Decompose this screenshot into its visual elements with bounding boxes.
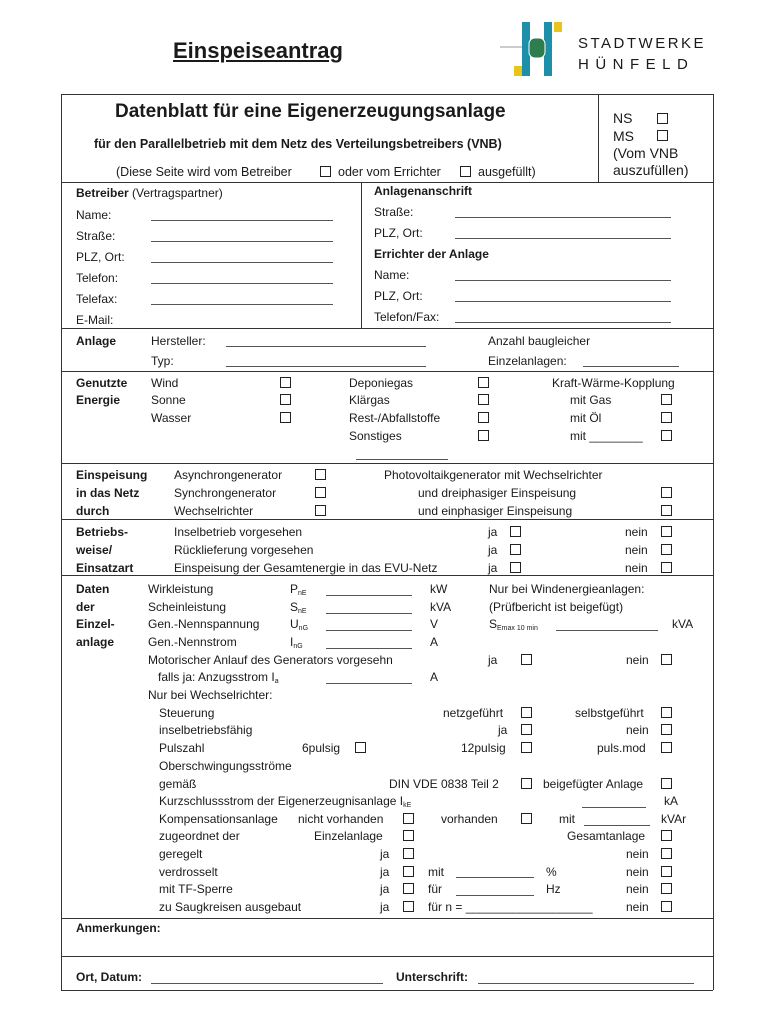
kwk-gas-label: mit Gas xyxy=(570,393,612,407)
tf-nein-label: nein xyxy=(626,882,649,896)
einzelanlagen-field[interactable] xyxy=(583,366,679,367)
ruecklieferung-ja-label: ja xyxy=(488,543,498,557)
sne-sub: nE xyxy=(298,608,307,615)
inselbetriebsfaehig-label: inselbetriebsfähig xyxy=(159,723,253,737)
6pulsig-label: 6pulsig xyxy=(302,741,341,755)
betreiber-city-label: PLZ, Ort: xyxy=(76,250,125,264)
kurzschluss-label xyxy=(159,794,411,809)
gesamtenergie-label: Einspeisung der Gesamtenergie in das EVU-Netz xyxy=(174,561,438,575)
betreiber-city-field[interactable] xyxy=(151,262,333,263)
errichter-name-field[interactable] xyxy=(455,280,671,281)
ung-symbol xyxy=(290,617,308,632)
sonstiges-checkbox[interactable] xyxy=(478,430,489,441)
betreiber-checkbox[interactable] xyxy=(320,166,331,177)
beigefuegt-label: beigefügter Anlage xyxy=(543,777,644,791)
din-checkbox[interactable] xyxy=(521,778,532,789)
frame-bottom xyxy=(61,990,713,991)
logo-text-2: HÜNFELD xyxy=(578,56,695,73)
ruecklieferung-label: Rücklieferung vorgesehen xyxy=(174,543,314,557)
vnb-note-2: auszufüllen) xyxy=(613,162,689,178)
einzelanlage-label: Einzelanlage xyxy=(314,829,383,843)
percent-unit: % xyxy=(546,865,557,879)
pv-label: Photovoltaikgenerator mit Wechselrichter xyxy=(384,468,603,482)
ort-datum-field[interactable] xyxy=(151,983,383,984)
nicht-vorhanden-checkbox[interactable] xyxy=(403,813,414,824)
pv-einphasig-label: und einphasiger Einspeisung xyxy=(418,504,573,518)
daten-label-3: Einzel- xyxy=(76,617,115,631)
logo-text-1: STADTWERKE xyxy=(578,35,707,52)
betreiber-phone-label: Telefon: xyxy=(76,271,119,285)
verdrosselt-ja-checkbox[interactable] xyxy=(403,866,414,877)
gesamtenergie-nein-label: nein xyxy=(625,561,648,575)
verdrosselt-mit-label: mit xyxy=(428,865,444,879)
klaergas-checkbox[interactable] xyxy=(478,394,489,405)
scheinleistung-field[interactable] xyxy=(326,613,412,614)
daten-label-1: Daten xyxy=(76,582,110,596)
company-logo xyxy=(500,20,572,78)
divider-1 xyxy=(61,182,713,183)
anzugsstrom-unit: A xyxy=(430,670,439,684)
insel-ja-checkbox[interactable] xyxy=(521,724,532,735)
kwk-oel-checkbox[interactable] xyxy=(661,412,672,423)
divider-ns xyxy=(598,94,599,182)
verdrosselt-nein-label: nein xyxy=(626,865,649,879)
betreiber-street-field[interactable] xyxy=(151,241,333,242)
a-unit: A xyxy=(430,635,439,649)
betriebsweise-label-1: Betriebs- xyxy=(76,525,129,539)
verdrosselt-label: verdrosselt xyxy=(159,865,218,879)
kurzschluss-sub: kE xyxy=(403,802,412,809)
betreiber-heading-note: (Vertragspartner) xyxy=(132,186,223,200)
einspeisung-label-2: in das Netz xyxy=(76,486,140,500)
einzelanlage-checkbox[interactable] xyxy=(403,830,414,841)
steuerung-label: Steuerung xyxy=(159,706,215,720)
kwk-label: Kraft-Wärme-Kopplung xyxy=(552,376,675,390)
semax-symbol xyxy=(489,617,538,632)
zugeordnet-label: zugeordnet der xyxy=(159,829,240,843)
wechselrichter-checkbox[interactable] xyxy=(315,505,326,516)
din-label: DIN VDE 0838 Teil 2 xyxy=(389,777,499,791)
anzugsstrom-label xyxy=(158,670,279,685)
motor-nein-checkbox[interactable] xyxy=(661,654,672,665)
12pulsig-checkbox[interactable] xyxy=(521,742,532,753)
betriebsweise-label-3: Einsatzart xyxy=(76,561,134,575)
netzgefuehrt-checkbox[interactable] xyxy=(521,707,532,718)
errichter-phone-label: Telefon/Fax: xyxy=(374,310,440,324)
inselbetrieb-ja-label: ja xyxy=(488,525,498,539)
ruecklieferung-nein-label: nein xyxy=(625,543,648,557)
semax-field[interactable] xyxy=(556,630,658,631)
sonstiges-label: Sonstiges xyxy=(349,429,402,443)
frame-right xyxy=(713,94,714,990)
ung-sub: nG xyxy=(298,625,309,632)
datasheet-subtitle: für den Parallelbetrieb mit dem Netz des Verteilungsbetreibers (VNB) xyxy=(94,137,502,151)
wasser-checkbox[interactable] xyxy=(280,412,291,423)
betriebsweise-label-2: weise/ xyxy=(76,543,113,557)
abfall-label: Rest-/Abfallstoffe xyxy=(349,411,441,425)
saug-ja-checkbox[interactable] xyxy=(403,901,414,912)
ruecklieferung-nein-checkbox[interactable] xyxy=(661,544,672,555)
gesamtanlage-label: Gesamtanlage xyxy=(567,829,646,843)
pulsmod-label: puls.mod xyxy=(597,741,646,755)
nicht-vorhanden-label: nicht vorhanden xyxy=(298,812,384,826)
unterschrift-field[interactable] xyxy=(478,983,694,984)
ort-datum-label: Ort, Datum: xyxy=(76,970,142,984)
nennspannung-field[interactable] xyxy=(326,630,412,631)
komp-mit-label: mit xyxy=(559,812,575,826)
pne-symbol xyxy=(290,582,307,597)
kwk-other-checkbox[interactable] xyxy=(661,430,672,441)
anlage-street-field[interactable] xyxy=(455,217,671,218)
divider-mid xyxy=(361,182,362,328)
ms-label: MS xyxy=(613,128,634,144)
errichter-phone-field[interactable] xyxy=(455,322,671,323)
ruecklieferung-ja-checkbox[interactable] xyxy=(510,544,521,555)
saugkreis-label: zu Saugkreisen ausgebaut xyxy=(159,900,302,914)
anlage-street-label: Straße: xyxy=(374,205,414,219)
wirkleistung-label: Wirkleistung xyxy=(148,582,214,596)
kwk-other-label: mit ________ xyxy=(570,429,643,443)
scheinleistung-label: Scheinleistung xyxy=(148,600,227,614)
kompensation-label: Kompensationsanlage xyxy=(159,812,278,826)
ing-symbol xyxy=(290,635,303,650)
ns-label: NS xyxy=(613,110,633,126)
tf-ja-checkbox[interactable] xyxy=(403,883,414,894)
anzugsstrom-field[interactable] xyxy=(326,683,412,684)
ms-checkbox[interactable] xyxy=(657,130,668,141)
motor-ja-label: ja xyxy=(488,653,498,667)
anzugsstrom-text: falls ja: Anzugsstrom I xyxy=(158,670,275,684)
betreiber-name-label: Name: xyxy=(76,208,112,222)
verdrosselt-ja-label: ja xyxy=(380,865,390,879)
nennstrom-field[interactable] xyxy=(326,648,412,649)
geregelt-nein-checkbox[interactable] xyxy=(661,848,672,859)
insel-ja-label: ja xyxy=(498,723,508,737)
ing-sub: nG xyxy=(293,643,303,650)
wirkleistung-field[interactable] xyxy=(326,595,412,596)
saug-nein-label: nein xyxy=(626,900,649,914)
einspeisung-label-3: durch xyxy=(76,504,110,518)
semax-sub: Emax 10 min xyxy=(497,625,538,632)
divider-3 xyxy=(61,371,713,372)
gesamtenergie-ja-label: ja xyxy=(488,561,498,575)
pv-einphasig-checkbox[interactable] xyxy=(661,505,672,516)
betreiber-heading-text: Betreiber xyxy=(76,186,129,200)
sonstiges-field[interactable] xyxy=(356,459,448,460)
typ-label: Typ: xyxy=(151,354,174,368)
wasser-label: Wasser xyxy=(151,411,192,425)
anlage-city-field[interactable] xyxy=(455,238,671,239)
synchron-checkbox[interactable] xyxy=(315,487,326,498)
frame-top xyxy=(61,94,713,95)
verdrosselt-field[interactable] xyxy=(456,877,534,878)
kurzschluss-text: Kurzschlussstrom der Eigenerzeugnisanlage I xyxy=(159,794,404,808)
gemaess-label: gemäß xyxy=(159,777,197,791)
divider-7 xyxy=(61,918,713,919)
ns-checkbox[interactable] xyxy=(657,113,668,124)
pulsmod-checkbox[interactable] xyxy=(661,742,672,753)
typ-field[interactable] xyxy=(226,366,426,367)
synchron-label: Synchrongenerator xyxy=(174,486,277,500)
inselbetrieb-label: Inselbetrieb vorgesehen xyxy=(174,525,303,539)
wechselrichter-label: Wechselrichter xyxy=(174,504,254,518)
6pulsig-checkbox[interactable] xyxy=(355,742,366,753)
energie-label-1: Genutzte xyxy=(76,376,128,390)
hersteller-field[interactable] xyxy=(226,346,426,347)
daten-label-2: der xyxy=(76,600,95,614)
insel-nein-label: nein xyxy=(626,723,649,737)
errichter-city-field[interactable] xyxy=(455,301,671,302)
kvar-field[interactable] xyxy=(584,825,650,826)
wind-note-2: (Prüfbericht ist beigefügt) xyxy=(489,600,624,614)
errichter-city-label: PLZ, Ort: xyxy=(374,289,423,303)
sne-sym: S xyxy=(290,600,299,614)
deponiegas-checkbox[interactable] xyxy=(478,377,489,388)
geregelt-ja-label: ja xyxy=(380,847,390,861)
betreiber-phone-field[interactable] xyxy=(151,283,333,284)
divider-4 xyxy=(61,463,713,464)
vorhanden-label: vorhanden xyxy=(441,812,498,826)
pne-sub: nE xyxy=(298,590,307,597)
divider-8 xyxy=(61,956,713,957)
verdrosselt-nein-checkbox[interactable] xyxy=(661,866,672,877)
beigefuegt-checkbox[interactable] xyxy=(661,778,672,789)
klaergas-label: Klärgas xyxy=(349,393,390,407)
geregelt-nein-label: nein xyxy=(626,847,649,861)
wind-note-1: Nur bei Windenergieanlagen: xyxy=(489,582,645,596)
anzugsstrom-sub: a xyxy=(274,678,279,685)
anlagenanschrift-heading: Anlagenanschrift xyxy=(374,184,473,198)
frame-left xyxy=(61,94,62,990)
kwk-oel-label: mit Öl xyxy=(570,411,602,425)
filled-by-pre: (Diese Seite wird vom Betreiber xyxy=(116,165,292,179)
page-title: Einspeiseantrag xyxy=(173,38,343,63)
tf-nein-checkbox[interactable] xyxy=(661,883,672,894)
nennspannung-label: Gen.-Nennspannung xyxy=(148,617,260,631)
anlage-label: Anlage xyxy=(76,334,117,348)
betreiber-fax-label: Telefax: xyxy=(76,292,118,306)
divider-5 xyxy=(61,519,713,520)
kurzschluss-field[interactable] xyxy=(582,807,646,808)
asynchron-checkbox[interactable] xyxy=(315,469,326,480)
gesamtanlage-checkbox[interactable] xyxy=(661,830,672,841)
asynchron-label: Asynchrongenerator xyxy=(174,468,283,482)
deponiegas-label: Deponiegas xyxy=(349,376,414,390)
divider-2 xyxy=(61,328,713,329)
wind-checkbox[interactable] xyxy=(280,377,291,388)
pv-dreiphasig-label: und dreiphasiger Einspeisung xyxy=(418,486,577,500)
sonne-checkbox[interactable] xyxy=(280,394,291,405)
kvar-unit: kVAr xyxy=(661,812,687,826)
filled-by-mid: oder vom Errichter xyxy=(338,165,441,179)
sonne-label: Sonne xyxy=(151,393,186,407)
betreiber-name-field[interactable] xyxy=(151,220,333,221)
ung-sym: U xyxy=(290,617,299,631)
inselbetrieb-nein-checkbox[interactable] xyxy=(661,526,672,537)
tf-fuer-label: für xyxy=(428,882,443,896)
nennstrom-label: Gen.-Nennstrom xyxy=(148,635,237,649)
kwk-gas-checkbox[interactable] xyxy=(661,394,672,405)
anmerkungen-label: Anmerkungen: xyxy=(76,921,161,935)
motor-label: Motorischer Anlauf des Generators vorgesehn xyxy=(148,653,393,667)
betreiber-email-label: E-Mail: xyxy=(76,313,114,327)
pv-dreiphasig-checkbox[interactable] xyxy=(661,487,672,498)
betreiber-street-label: Straße: xyxy=(76,229,116,243)
pne-sym: P xyxy=(290,582,299,596)
anzahl-label: Anzahl baugleicher xyxy=(488,334,591,348)
errichter-heading: Errichter der Anlage xyxy=(374,247,489,261)
geregelt-ja-checkbox[interactable] xyxy=(403,848,414,859)
abfall-checkbox[interactable] xyxy=(478,412,489,423)
saug-fuer-label: für n = ___________________ xyxy=(428,900,593,914)
geregelt-label: geregelt xyxy=(159,847,203,861)
einspeisung-label-1: Einspeisung xyxy=(76,468,148,482)
tf-sperre-label: mit TF-Sperre xyxy=(159,882,233,896)
einzelanlagen-label: Einzelanlagen: xyxy=(488,354,567,368)
datasheet-title: Datenblatt für eine Eigenerzeugungsanlage xyxy=(115,101,506,122)
sne-symbol xyxy=(290,600,307,615)
motor-ja-checkbox[interactable] xyxy=(521,654,532,665)
ka-unit: kA xyxy=(664,794,679,808)
semax-sym: S xyxy=(489,617,498,631)
hz-unit: Hz xyxy=(546,882,561,896)
energie-label-2: Energie xyxy=(76,393,121,407)
inselbetrieb-ja-checkbox[interactable] xyxy=(510,526,521,537)
errichter-name-label: Name: xyxy=(374,268,410,282)
oberschwingung-label: Oberschwingungsströme xyxy=(159,759,292,773)
kva-unit: kVA xyxy=(430,600,452,614)
hersteller-label: Hersteller: xyxy=(151,334,206,348)
logo-mark-icon xyxy=(500,20,572,78)
saug-ja-label: ja xyxy=(380,900,390,914)
daten-label-4: anlage xyxy=(76,635,115,649)
errichter-checkbox[interactable] xyxy=(460,166,471,177)
saug-nein-checkbox[interactable] xyxy=(661,901,672,912)
gesamtenergie-ja-checkbox[interactable] xyxy=(510,562,521,573)
divider-6 xyxy=(61,575,713,576)
filled-by-post: ausgefüllt) xyxy=(478,165,536,179)
v-unit: V xyxy=(430,617,439,631)
tf-ja-label: ja xyxy=(380,882,390,896)
selbstgefuehrt-label: selbstgeführt xyxy=(575,706,644,720)
gesamtenergie-nein-checkbox[interactable] xyxy=(661,562,672,573)
vnb-note-1: (Vom VNB xyxy=(613,145,679,161)
tf-field[interactable] xyxy=(456,895,534,896)
motor-nein-label: nein xyxy=(626,653,649,667)
betreiber-fax-field[interactable] xyxy=(151,304,333,305)
12pulsig-label: 12pulsig xyxy=(461,741,506,755)
vorhanden-checkbox[interactable] xyxy=(521,813,532,824)
wind-label: Wind xyxy=(151,376,179,390)
ing-sym: I xyxy=(290,635,294,649)
pulszahl-label: Pulszahl xyxy=(159,741,205,755)
wr-heading: Nur bei Wechselrichter: xyxy=(148,688,273,702)
semax-unit: kVA xyxy=(672,617,694,631)
unterschrift-label: Unterschrift: xyxy=(396,970,469,984)
kw-unit: kW xyxy=(430,582,448,596)
inselbetrieb-nein-label: nein xyxy=(625,525,648,539)
selbstgefuehrt-checkbox[interactable] xyxy=(661,707,672,718)
betreiber-heading xyxy=(76,186,223,200)
netzgefuehrt-label: netzgeführt xyxy=(443,706,504,720)
anlage-city-label: PLZ, Ort: xyxy=(374,226,423,240)
insel-nein-checkbox[interactable] xyxy=(661,724,672,735)
